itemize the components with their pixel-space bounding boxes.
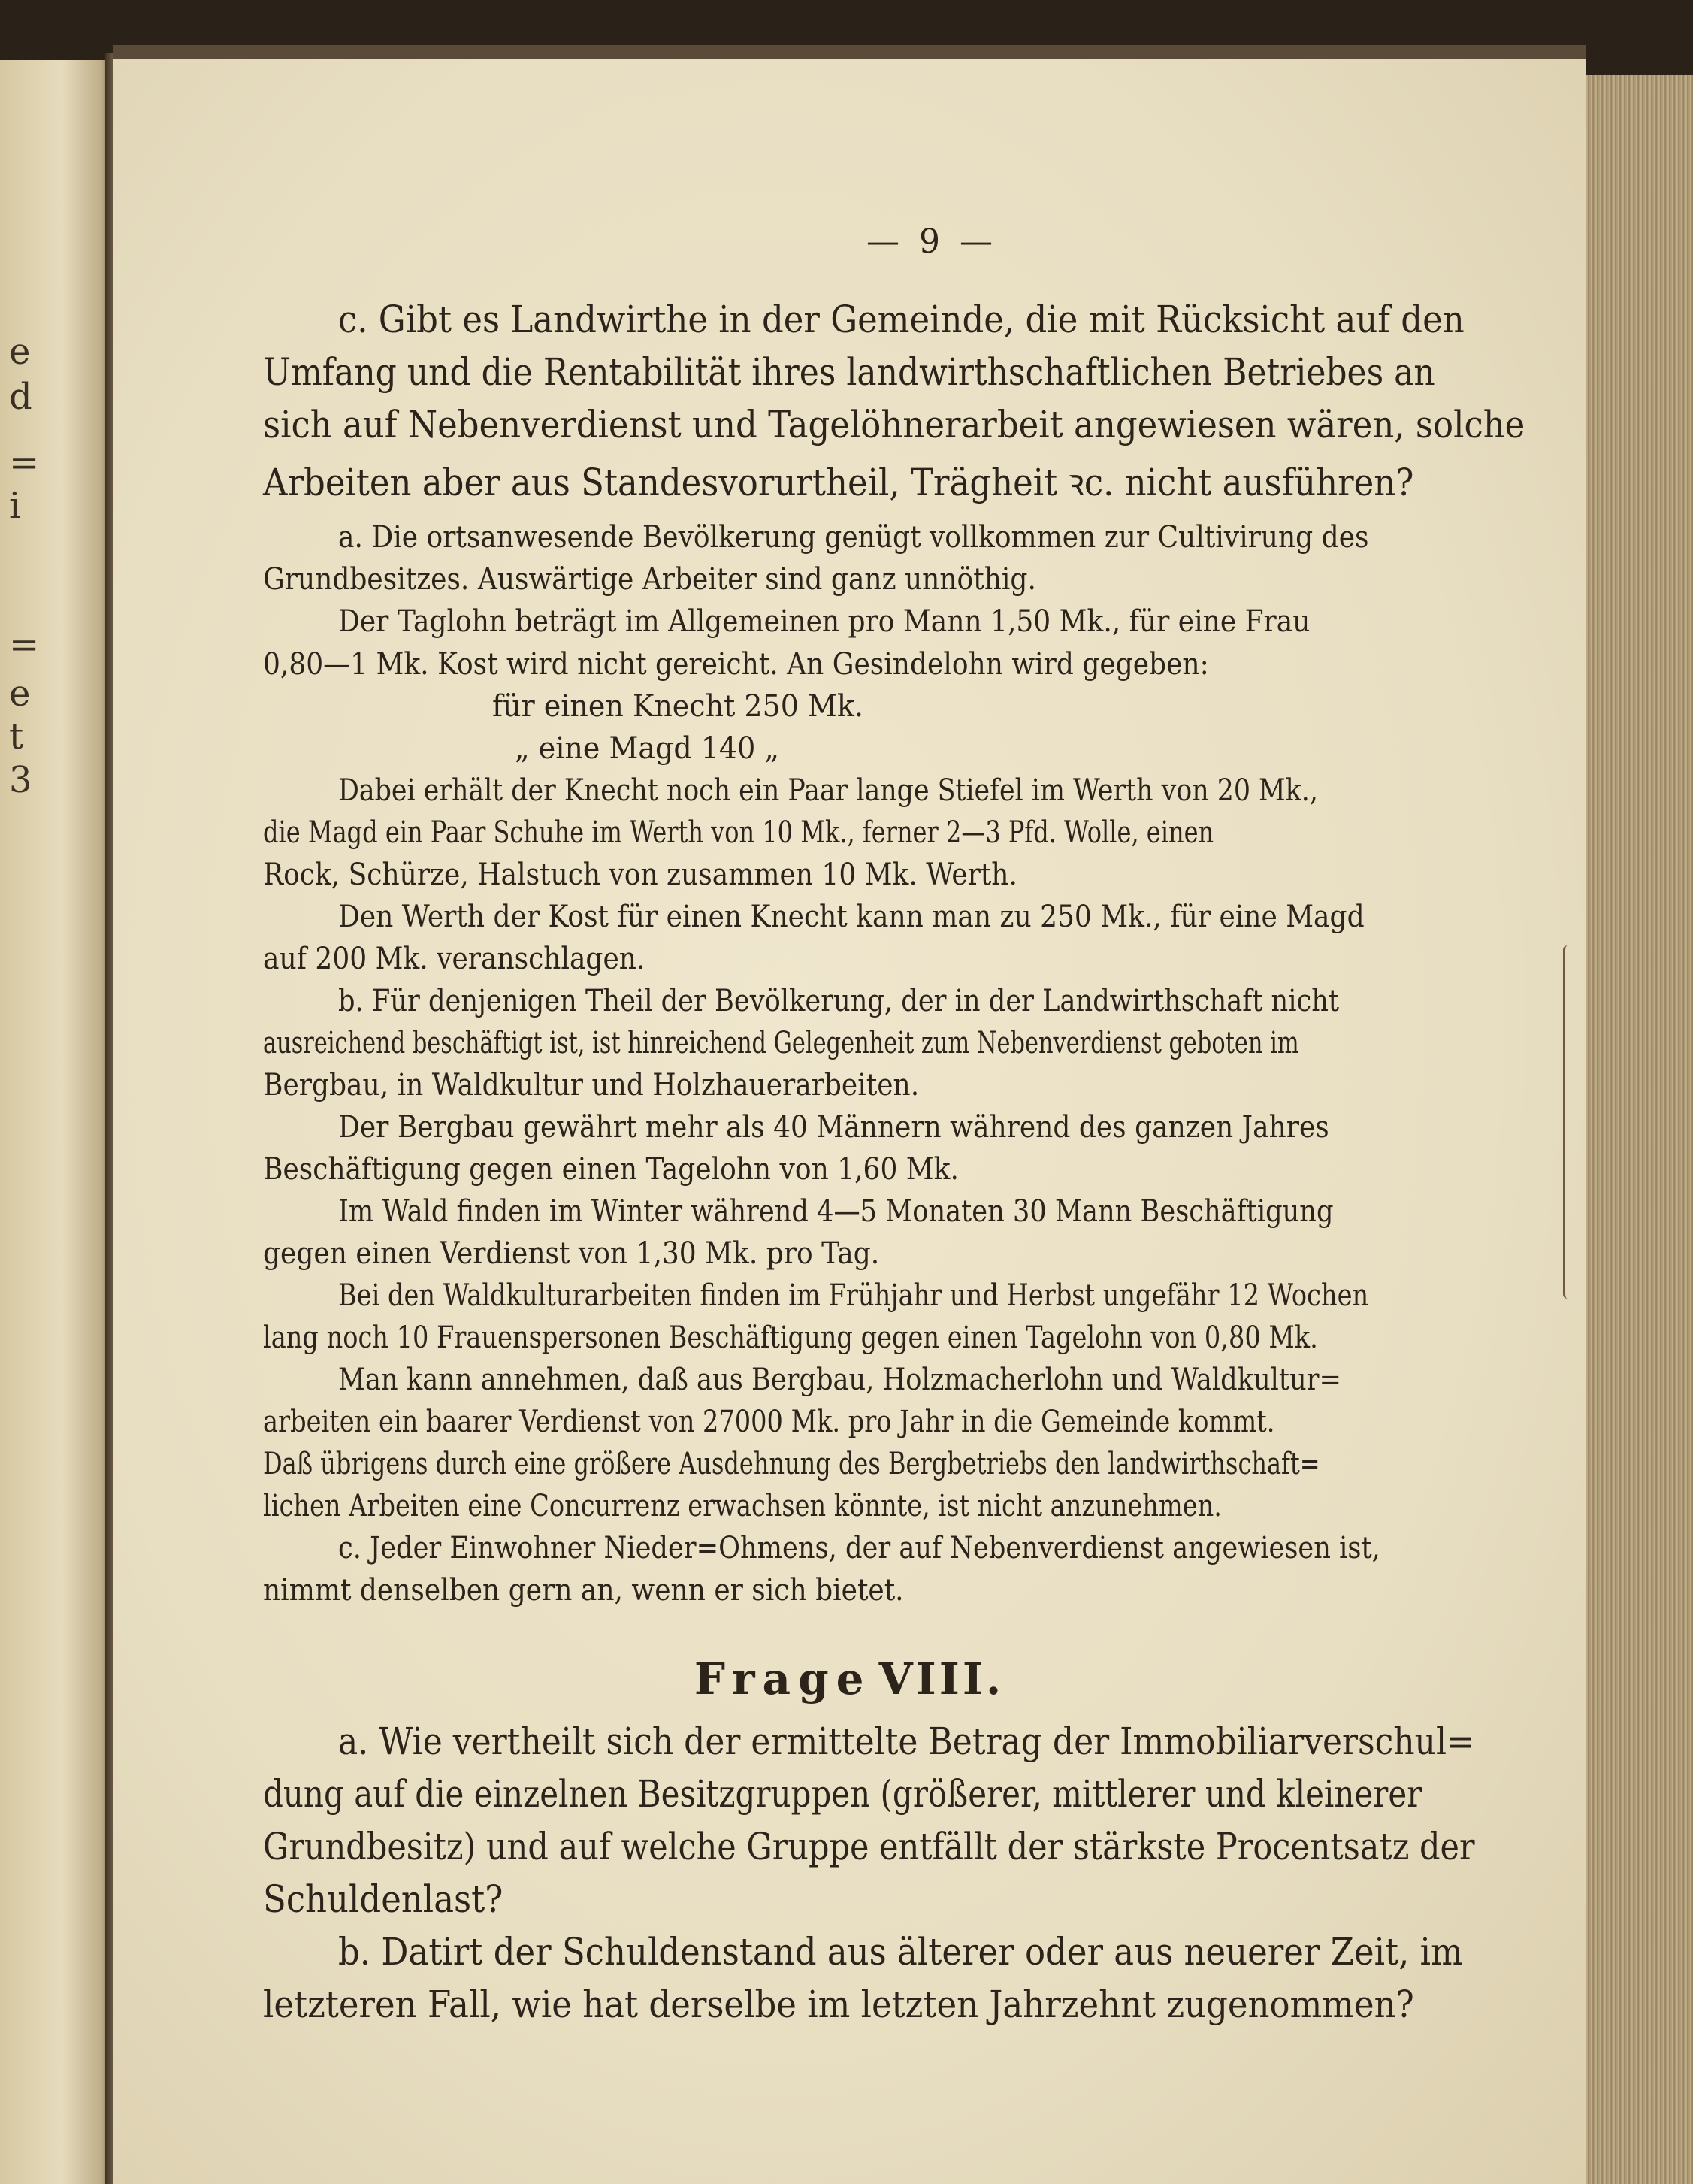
question-viii-line: b. Datirt der Schuldenstand aus älterer oder aus neuerer Zeit, im — [338, 1930, 1463, 1974]
left-page-fragment: e — [9, 673, 31, 715]
answer-line: Beschäftigung gegen einen Tagelohn von 1,60 Mk. — [263, 1152, 959, 1187]
answer-line: ausreichend beschäftigt ist, ist hinreichend Gelegenheit zum Nebenverdienst geboten im — [263, 1026, 1299, 1060]
question-c-line-3: sich auf Nebenverdienst und Tagelöhnerarbeit angewiesen wären, solche — [263, 403, 1525, 446]
left-page-margin — [0, 60, 113, 2184]
answer-line: Im Wald finden im Winter während 4—5 Monaten 30 Mann Beschäftigung — [338, 1194, 1334, 1229]
answer-line: Den Werth der Kost für einen Knecht kann man zu 250 Mk., für eine Magd — [338, 900, 1365, 934]
answer-line: a. Die ortsanwesende Bevölkerung genügt vollkommen zur Cultivirung des — [338, 520, 1369, 555]
answer-line: Grundbesitzes. Auswärtige Arbeiter sind ganz unnöthig. — [263, 562, 1036, 597]
answer-line: Daß übrigens durch eine größere Ausdehnung des Bergbetriebs den landwirthschaft= — [263, 1447, 1320, 1481]
answer-line: Bergbau, in Waldkultur und Holzhauerarbeiten. — [263, 1068, 920, 1103]
answer-line: 0,80—1 Mk. Kost wird nicht gereicht. An Gesindelohn wird gegeben: — [263, 647, 1209, 682]
left-page-fragment: e — [9, 331, 31, 373]
answer-line: arbeiten ein baarer Verdienst von 27000 Mk. pro Jahr in die Gemeinde kommt. — [263, 1405, 1275, 1439]
answer-line: Der Bergbau gewährt mehr als 40 Männern während des ganzen Jahres — [338, 1110, 1329, 1145]
question-viii-line: Grundbesitz) und auf welche Gruppe entfällt der stärkste Procentsatz der — [263, 1825, 1475, 1868]
answer-line: Dabei erhält der Knecht noch ein Paar lange Stiefel im Werth von 20 Mk., — [338, 773, 1318, 808]
question-viii-line: Schuldenlast? — [263, 1877, 503, 1921]
question-viii-line: letzteren Fall, wie hat derselbe im letzten Jahrzehnt zugenommen? — [263, 1983, 1414, 2026]
section-heading — [113, 1653, 1586, 1705]
answer-line: lang noch 10 Frauenspersonen Beschäftigung gegen einen Tagelohn von 0,80 Mk. — [263, 1320, 1318, 1355]
answer-line: lichen Arbeiten eine Concurrenz erwachsen könnte, ist nicht anzunehmen. — [263, 1489, 1222, 1523]
heading-roman-numeral: VIII. — [878, 1653, 1005, 1705]
question-viii-line: dung auf die einzelnen Besitzgruppen (größerer, mittlerer und kleinerer — [263, 1772, 1422, 1816]
answer-line: gegen einen Verdienst von 1,30 Mk. pro Tag. — [263, 1236, 880, 1271]
page — [113, 59, 1586, 2184]
left-page-fragment: = — [9, 442, 40, 484]
answer-line: nimmt denselben gern an, wenn er sich bietet. — [263, 1573, 904, 1608]
answer-line: die Magd ein Paar Schuhe im Werth von 10 Mk., ferner 2—3 Pfd. Wolle, einen — [263, 815, 1214, 850]
answer-line: Man kann annehmen, daß aus Bergbau, Holzmacherlohn und Waldkultur= — [338, 1363, 1342, 1397]
left-page-fragment: d — [9, 376, 32, 418]
question-viii-line: a. Wie vertheilt sich der ermittelte Betrag der Immobiliarverschul= — [338, 1720, 1474, 1763]
answer-line: für einen Knecht 250 Mk. — [492, 689, 864, 724]
left-page-fragment: = — [9, 624, 40, 666]
answer-line: Rock, Schürze, Halstuch von zusammen 10 Mk. Werth. — [263, 858, 1017, 892]
answer-line: auf 200 Mk. veranschlagen. — [263, 942, 645, 976]
page-number: — 9 — — [866, 222, 997, 261]
answer-line: Bei den Waldkulturarbeiten finden im Frühjahr und Herbst ungefähr 12 Wochen — [338, 1278, 1369, 1313]
heading-word: Frage — [694, 1653, 872, 1705]
answer-line: c. Jeder Einwohner Nieder=Ohmens, der auf Nebenverdienst angewiesen ist, — [338, 1531, 1380, 1565]
question-c-line-2: Umfang und die Rentabilität ihres landwirthschaftlichen Betriebes an — [263, 350, 1435, 394]
question-c-line-4: Arbeiten aber aus Standesvorurtheil, Trägheit ꝛc. nicht ausführen? — [263, 461, 1414, 504]
answer-line: b. Für denjenigen Theil der Bevölkerung, der in der Landwirthschaft nicht — [338, 984, 1340, 1018]
answer-line: Der Taglohn beträgt im Allgemeinen pro Mann 1,50 Mk., für eine Frau — [338, 604, 1311, 639]
left-page-fragment: i — [9, 485, 21, 527]
question-c-line-1: c. Gibt es Landwirthe in der Gemeinde, die mit Rücksicht auf den — [338, 298, 1465, 341]
answer-line: „ eine Magd 140 „ — [515, 731, 780, 766]
left-page-fragment: t — [9, 715, 24, 758]
margin-pencil-bracket — [1563, 945, 1574, 1299]
left-page-fragment: 3 — [9, 759, 32, 801]
